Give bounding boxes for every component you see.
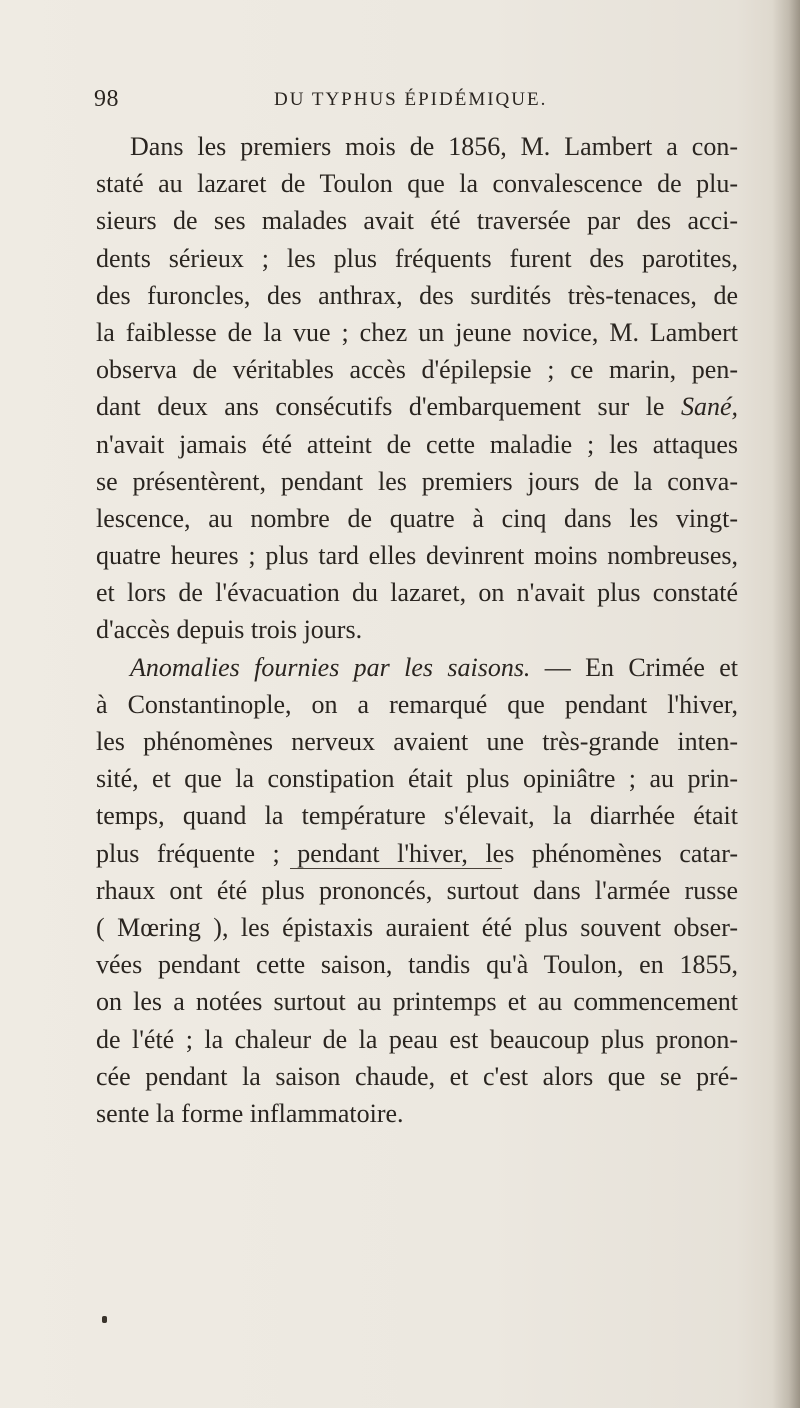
text-line: n'avait jamais été atteint de cette maladie ; les attaques bbox=[96, 429, 738, 459]
text-line: d'accès depuis trois jours. bbox=[96, 615, 363, 645]
text-line: rhaux ont été plus prononcés, surtout dans l'armée russe bbox=[96, 875, 738, 905]
text-line-start: dant deux ans consécutifs d'embarquement sur le bbox=[96, 392, 681, 422]
text-line: la faiblesse de la vue ; chez un jeune novice, M. Lambert bbox=[96, 317, 738, 347]
section-divider bbox=[290, 868, 502, 869]
text-line: de l'été ; la chaleur de la peau est beaucoup plus pronon- bbox=[96, 1024, 738, 1054]
text-line: Dans les premiers mois de 1856, M. Lambert a con- bbox=[130, 132, 738, 161]
text-line-rest: — En Crimée et bbox=[530, 652, 738, 682]
text-line: sieurs de ses malades avait été traversée par des acci- bbox=[96, 206, 738, 236]
text-line: cée pendant la saison chaude, et c'est alors que se pré- bbox=[96, 1061, 738, 1091]
ink-speck bbox=[102, 1316, 107, 1323]
text-line: observa de véritables accès d'épilepsie ; ce marin, pen- bbox=[96, 355, 738, 385]
page-number: 98 bbox=[94, 86, 119, 112]
text-line: lescence, au nombre de quatre à cinq dans les vingt- bbox=[96, 503, 738, 533]
text-line: sente la forme inflammatoire. bbox=[96, 1098, 404, 1128]
text-line: des furoncles, des anthrax, des surdités très-tenaces, de bbox=[96, 280, 738, 310]
text-line: sité, et que la constipation était plus opiniâtre ; au prin- bbox=[96, 764, 738, 794]
text-line: on les a notées surtout au printemps et au commencement bbox=[96, 987, 738, 1017]
text-line bbox=[96, 649, 738, 686]
body-text bbox=[96, 128, 738, 1132]
text-line: et lors de l'évacuation du lazaret, on n'avait plus constaté bbox=[96, 578, 738, 608]
text-line: dents sérieux ; les plus fréquents furent des parotites, bbox=[96, 243, 738, 273]
section-heading: Anomalies fournies par les saisons. bbox=[130, 652, 531, 682]
text-line bbox=[96, 388, 738, 425]
text-line: les phénomènes nerveux avaient une très-grande inten- bbox=[96, 727, 738, 756]
text-line: vées pendant cette saison, tandis qu'à Toulon, en 1855, bbox=[96, 950, 738, 980]
text-line: quatre heures ; plus tard elles devinrent moins nombreuses, bbox=[96, 541, 738, 571]
ship-name: Sané, bbox=[680, 392, 738, 422]
page-edge-shadow bbox=[772, 0, 800, 1408]
text-line: temps, quand la température s'élevait, la diarrhée était bbox=[96, 801, 738, 831]
text-line: staté au lazaret de Toulon que la convalescence de plu- bbox=[96, 169, 738, 199]
running-title: DU TYPHUS ÉPIDÉMIQUE. bbox=[274, 89, 548, 110]
text-line: plus fréquente ; pendant l'hiver, les phénomènes catar- bbox=[96, 838, 738, 868]
text-line: à Constantinople, on a remarqué que pendant l'hiver, bbox=[96, 689, 738, 719]
page-header bbox=[94, 86, 754, 116]
text-line: se présentèrent, pendant les premiers jours de la conva- bbox=[96, 466, 738, 496]
text-line: ( Mœring ), les épistaxis auraient été plus souvent obser- bbox=[96, 912, 738, 942]
